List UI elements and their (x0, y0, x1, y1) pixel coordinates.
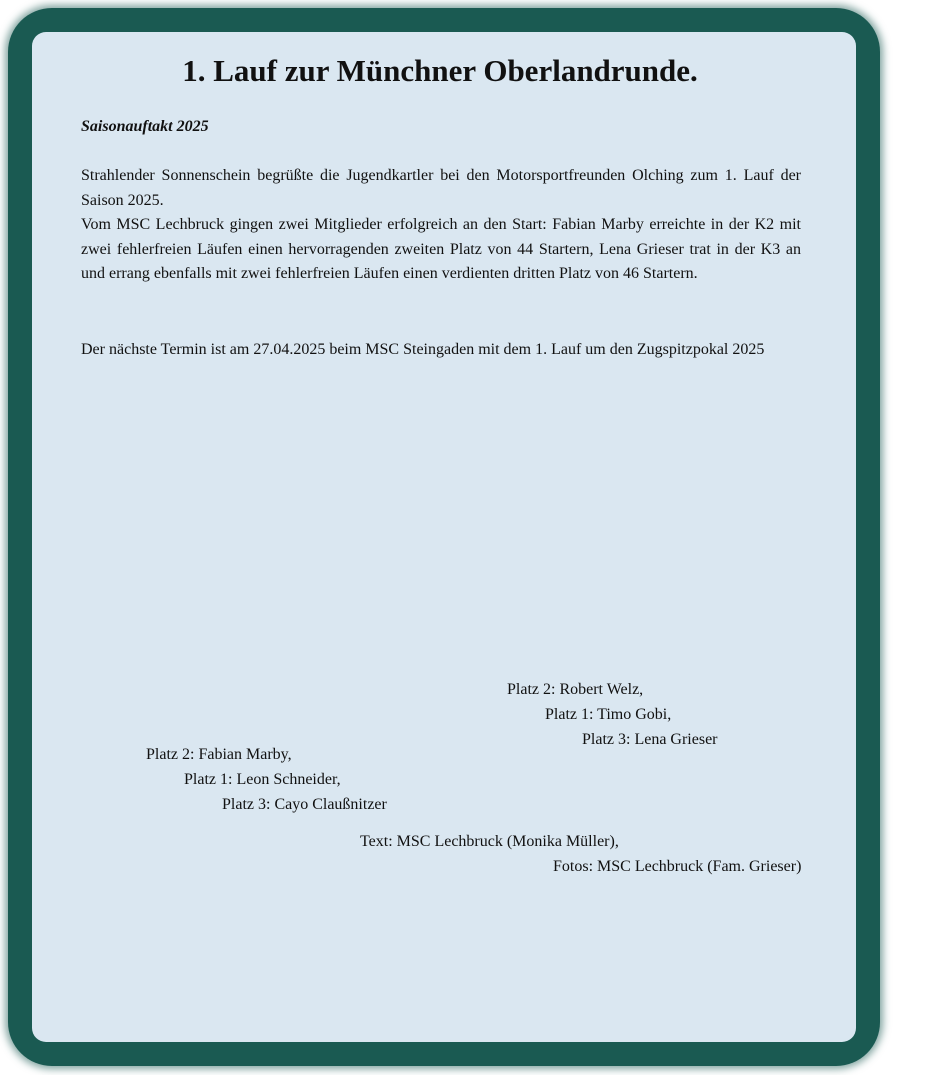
article-subtitle: Saisonauftakt 2025 (81, 118, 209, 135)
credit-text: Text: MSC Lechbruck (Monika Müller), (360, 833, 619, 850)
caption-k3-platz-3: Platz 3: Lena Grieser (582, 731, 718, 748)
paragraph-intro: Strahlender Sonnenschein begrüßte die Jugendkartler bei den Motorsportfreunden Olching zum 1. Lauf der Saison 2025. (81, 167, 801, 209)
caption-k3-platz-2: Platz 2: Robert Welz, (507, 681, 644, 698)
paragraph-results: Vom MSC Lechbruck gingen zwei Mitglieder erfolgreich an den Start: Fabian Marby erreichte in der K2 mit zwei fehlerfreien Läufen einen hervorragenden zweiten Platz von 44 Startern, Lena Grieser trat in der K3 an und errang ebenfalls mit zwei fehlerfreien Läufen einen verdienten dritten Platz von 46 Startern. (81, 216, 801, 282)
caption-k3-platz-1: Platz 1: Timo Gobi, (545, 706, 672, 723)
caption-k2-platz-2: Platz 2: Fabian Marby, (146, 746, 292, 763)
paragraph-next-event: Der nächste Termin ist am 27.04.2025 beim MSC Steingaden mit dem 1. Lauf um den Zugspitzpokal 2025 (81, 341, 765, 358)
credit-photos: Fotos: MSC Lechbruck (Fam. Grieser) (553, 858, 802, 875)
article-title: 1. Lauf zur Münchner Oberlandrunde. (182, 53, 698, 88)
caption-k2-platz-1: Platz 1: Leon Schneider, (184, 771, 341, 788)
caption-k2-platz-3: Platz 3: Cayo Claußnitzer (222, 796, 387, 813)
